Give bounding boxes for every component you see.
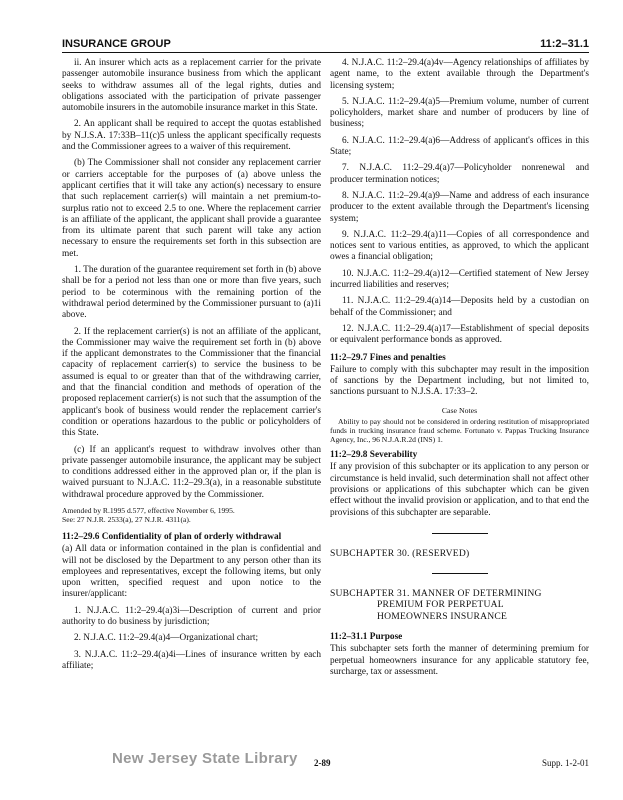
section-heading-31-1: 11:2–31.1 Purpose [330, 631, 403, 642]
subchapter-31-line2: PREMIUM FOR PERPETUAL [377, 599, 504, 611]
page-footer [62, 752, 589, 772]
paragraph-29-8: If any provision of this subchapter or its application to any person or circumstance is held invalid, such determination shall not affect other provisions or applications of this subchapter which can be given effect without the invalid provision or application, and to that end the provisions of this subchapter are separable. [330, 462, 589, 518]
supplement-date: Supp. 1-2-01 [542, 758, 589, 768]
paragraph-b2: 2. If the replacement carrier(s) is not an affiliate of the applicant, the Commissioner may waive the requirement set forth in (b) above if the applicant demonstrates to the Commissioner that the financial capacity of replacement carrier(s) to service the business to be assumed is equal to or greater than that of the withdrawing carrier, and that the financial condition and methods of operation of the proposed replacement carrier(s) is not such that the assumption of the applicant's book of business would render the replacement carrier's condition or operations hazardous to the public or policyholders of this State. [62, 326, 321, 439]
paragraph-b1: 1. The duration of the guarantee requirement set forth in (b) above shall be for a period not less than one or more than five years, such period to be coterminous with the remaining portion of the withdrawal period determined by the Commissioner pursuant to (a)1i above. [62, 265, 321, 321]
subchapter-31-line3: HOMEOWNERS INSURANCE [377, 610, 508, 622]
paragraph-29-7: Failure to comply with this subchapter may result in the imposition of sanctions by the Department including, but not limited to, sanctions pursuant to N.J.S.A. 17:33–2. [330, 364, 589, 398]
left-column [62, 58, 321, 677]
divider [432, 573, 488, 574]
paragraph-29-6-a: (a) All data or information contained in the plan is confidential and will not be disclosed by the Department to any person other than its employees and representatives, except the following items, but only upon written, specified request and upon notice to the insurer/applicant: [62, 544, 321, 600]
list-item-1: 1. N.J.A.C. 11:2–29.4(a)3i—Description of current and prior authority to do business by jurisdiction; [62, 605, 321, 628]
list-item-9: 9. N.J.A.C. 11:2–29.4(a)11—Copies of all correspondence and notices sent to various entities, as approved, to which the applicant owes a financial obligation; [330, 229, 589, 263]
subchapter-30-heading: SUBCHAPTER 30. (RESERVED) [330, 547, 470, 559]
paragraph-2: 2. An applicant shall be required to accept the quotas established by N.J.S.A. 17:33B–11(c)5 unless the applicant specifically requests and the Commissioner agrees to a waiver of this requirement. [62, 119, 321, 153]
list-item-8: 8. N.J.A.C. 11:2–29.4(a)9—Name and address of each insurance producer to the extent available through the Department's licensing system; [330, 190, 589, 224]
header-group-title: INSURANCE GROUP [62, 38, 171, 50]
paragraph-c: (c) If an applicant's request to withdraw involves other than private passenger automobile insurance, the applicant may be subject to conditions addressed either in the approved plan or, if the plan is waived pursuant to N.J.A.C. 11:2–29.3(a), in a reasonable substitute withdrawal procedure approved by the Commissioner. [62, 444, 321, 500]
amendment-history [62, 506, 321, 524]
section-heading-29-8: 11:2–29.8 Severability [330, 450, 418, 461]
list-item-7: 7. N.J.A.C. 11:2–29.4(a)7—Policyholder nonrenewal and producer termination notices; [330, 163, 589, 185]
running-header [62, 34, 589, 53]
case-note: Ability to pay should not be considered in ordering restitution of misappropriated funds in trucking insurance fraud scheme. Fortunato v. Pappas Trucking Insurance Agency, Inc., 96 N.J.A.R.2d (INS) 1. [330, 417, 589, 445]
amendment-see: See: 27 N.J.R. 2533(a), 27 N.J.R. 4311(a). [62, 514, 191, 524]
header-section-number: 11:2–31.1 [540, 38, 589, 50]
list-item-11: 11. N.J.A.C. 11:2–29.4(a)14—Deposits held by a custodian on behalf of the Commissioner; and [330, 296, 589, 318]
paragraph-ii: ii. An insurer which acts as a replacement carrier for the private passenger automobile insurance business from which the applicant seeks to withdraw assumes all of the legal rights, duties and obligations associated with the participation of private passenger automobile insurers in the automobile insurance market in this State. [62, 58, 321, 114]
amendment-line: Amended by R.1995 d.577, effective November 6, 1995. [62, 505, 235, 515]
subchapter-31-heading [330, 588, 589, 622]
subchapter-31-line1: SUBCHAPTER 31. MANNER OF DETERMINING [330, 588, 542, 600]
list-item-6: 6. N.J.A.C. 11:2–29.4(a)6—Address of applicant's offices in this State; [330, 135, 589, 158]
list-item-3: 3. N.J.A.C. 11:2–29.4(a)4i—Lines of insurance written by each affiliate; [62, 649, 321, 671]
case-notes-title: Case Notes [441, 405, 478, 415]
paragraph-31-1: This subchapter sets forth the manner of determining premium for perpetual homeowners insurance for any applicable statutory fee, surcharge, tax or assessment. [330, 644, 589, 677]
section-heading-29-6: 11:2–29.6 Confidentiality of plan of orderly withdrawal [62, 531, 282, 542]
list-item-12: 12. N.J.A.C. 11:2–29.4(a)17—Establishment of special deposits or equivalent performance bonds as approved. [330, 323, 589, 346]
right-column [330, 58, 589, 683]
list-item-10: 10. N.J.A.C. 11:2–29.4(a)12—Certified statement of New Jersey incurred liabilities and reserves; [330, 268, 589, 291]
page-number: 2-89 [314, 758, 331, 768]
paragraph-b: (b) The Commissioner shall not consider any replacement carrier or carriers acceptable for the purposes of (a) above unless the applicant certifies that it will take any action(s) necessary to ensure that such replacement carrier(s) will maintain a net premium-to-surplus ratio not to exceed 2.5 to one. Where the replacement carrier is an affiliate of the applicant, the applicant shall provide a guarantee from its ultimate parent that such parent will take any action necessary to ensure the requirements set forth in this subsection are met. [62, 158, 321, 259]
list-item-5: 5. N.J.A.C. 11:2–29.4(a)5—Premium volume, number of current policyholders, market share and number of producers by line of business; [330, 96, 589, 130]
list-item-4: 4. N.J.A.C. 11:2–29.4(a)4v—Agency relationships of affiliates by agent name, to the extent available through the Department's licensing system; [330, 58, 589, 91]
divider [432, 533, 488, 534]
section-heading-29-7: 11:2–29.7 Fines and penalties [330, 352, 446, 363]
list-item-2: 2. N.J.A.C. 11:2–29.4(a)4—Organizational chart; [74, 633, 259, 644]
library-watermark: New Jersey State Library [112, 750, 298, 767]
